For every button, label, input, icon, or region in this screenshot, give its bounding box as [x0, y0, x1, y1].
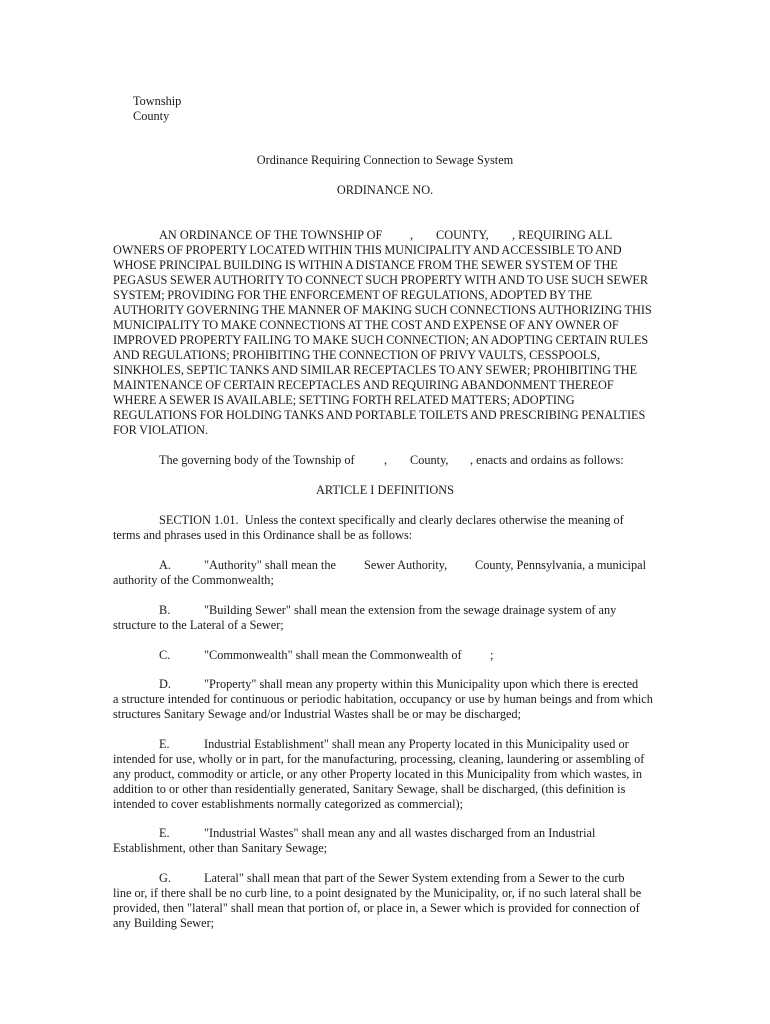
- def-d-letter: D.: [159, 677, 171, 691]
- def-e2-first: "Industrial Wastes" shall mean any and all wastes discharged from an Industrial: [204, 826, 596, 840]
- document-title: Ordinance Requiring Connection to Sewage System: [256, 153, 514, 167]
- preamble-line1-d: , REQUIRING ALL: [512, 228, 613, 242]
- ordinance-number: ORDINANCE NO.: [336, 183, 434, 197]
- header-county: County: [133, 109, 170, 123]
- preamble-line1-c: COUNTY,: [436, 228, 489, 242]
- header-township: Township: [133, 94, 182, 108]
- section-intro-line1: SECTION 1.01. Unless the context specifically and clearly declares otherwise the meaning of: [159, 513, 624, 527]
- def-e1-first: Industrial Establishment" shall mean any Property located in this Municipality used or: [204, 737, 629, 751]
- def-e2-letter: E.: [159, 826, 170, 840]
- preamble-body: OWNERS OF PROPERTY LOCATED WITHIN THIS MUNICIPALITY AND ACCESSIBLE TO AND WHOSE PRINCIPAL BUILDING IS WITHIN A DISTANCE FROM THE SEWER SYSTEM OF THE PEGASUS SEWER AUTHORITY TO CONNECT SUCH PROPERTY WITH AND TO USE SUCH SEWER SYSTEM; PROVIDING FOR THE ENFORCEMENT OF REGULATIONS, ADOPTED BY THE AUTHORITY GOVERNING THE MANNER OF MAKING SUCH CONNECTIONS AUTHORIZING THIS MUNICIPALITY TO MAKE CONNECTIONS AT THE COST AND EXPENSE OF ANY OWNER OF IMPROVED PROPERTY FAILING TO MAKE SUCH CONNECTION; AN ADOPTING CERTAIN RULES AND REGULATIONS; PROHIBITING THE CONNECTION OF PRIVY VAULTS, CESSPOOLS, SINKHOLES, SEPTIC TANKS AND SIMILAR RECEPTACLES TO ANY SEWER; PROHIBITING THE MAINTENANCE OF CERTAIN RECEPTACLES AND REQUIRING ABANDONMENT THEREOF WHERE A SEWER IS AVAILABLE; SETTING FORTH RELATED MATTERS; ADOPTING REGULATIONS FOR HOLDING TANKS AND PORTABLE TOILETS AND PRESCRIBING PENALTIES FOR VIOLATION.: [113, 243, 652, 437]
- def-d-rest: a structure intended for continuous or periodic habitation, occupancy or use by human beings and from which structures Sanitary Sewage and/or Industrial Wastes shall be or may be discharged;: [113, 692, 653, 721]
- def-c-end: ;: [490, 648, 494, 662]
- def-e1-letter: E.: [159, 737, 170, 751]
- def-a-letter: A.: [159, 558, 171, 572]
- enacting-a: The governing body of the Township of: [159, 453, 355, 467]
- enacting-b: ,: [384, 453, 388, 467]
- def-a-text2: Sewer Authority,: [364, 558, 448, 572]
- preamble-line1-b: ,: [410, 228, 414, 242]
- def-b-first: "Building Sewer" shall mean the extension from the sewage drainage system of any: [204, 603, 617, 617]
- def-b-rest: structure to the Lateral of a Sewer;: [113, 618, 284, 632]
- def-c-first: "Commonwealth" shall mean the Commonwealth of: [204, 648, 462, 662]
- def-b-letter: B.: [159, 603, 171, 617]
- article-heading: ARTICLE I DEFINITIONS: [316, 483, 454, 497]
- def-a-text1: "Authority" shall mean the: [204, 558, 336, 572]
- def-c-letter: C.: [159, 648, 171, 662]
- enacting-c: County,: [410, 453, 449, 467]
- section-intro-line2: terms and phrases used in this Ordinance shall be as follows:: [113, 528, 413, 542]
- def-e2-rest: Establishment, other than Sanitary Sewage;: [113, 841, 328, 855]
- def-g-letter: G.: [159, 871, 171, 885]
- def-d-first: "Property" shall mean any property within this Municipality upon which there is erected: [204, 677, 639, 691]
- enacting-d: , enacts and ordains as follows:: [470, 453, 624, 467]
- preamble-line1-a: AN ORDINANCE OF THE TOWNSHIP OF: [159, 228, 383, 242]
- def-e1-rest: intended for use, wholly or in part, for the manufacturing, processing, cleaning, laundering or assembling of any product, commodity or article, or any other Property located in this Municipality from which wastes, in addition to or other than residentially generated, Sanitary Sewage, shall be discharged, (this definition is intended to cover establishments normally categorized as commercial);: [113, 752, 645, 811]
- def-a-text3: County, Pennsylvania, a municipal: [475, 558, 646, 572]
- def-g-rest: line or, if there shall be no curb line, to a point designated by the Municipality, or, if no such lateral shall be provided, then "lateral" shall mean that portion of, or place in, a Sewer which is provided for connection of any Building Sewer;: [113, 886, 642, 930]
- def-g-first: Lateral" shall mean that part of the Sewer System extending from a Sewer to the curb: [204, 871, 625, 885]
- def-a-rest: authority of the Commonwealth;: [113, 573, 274, 587]
